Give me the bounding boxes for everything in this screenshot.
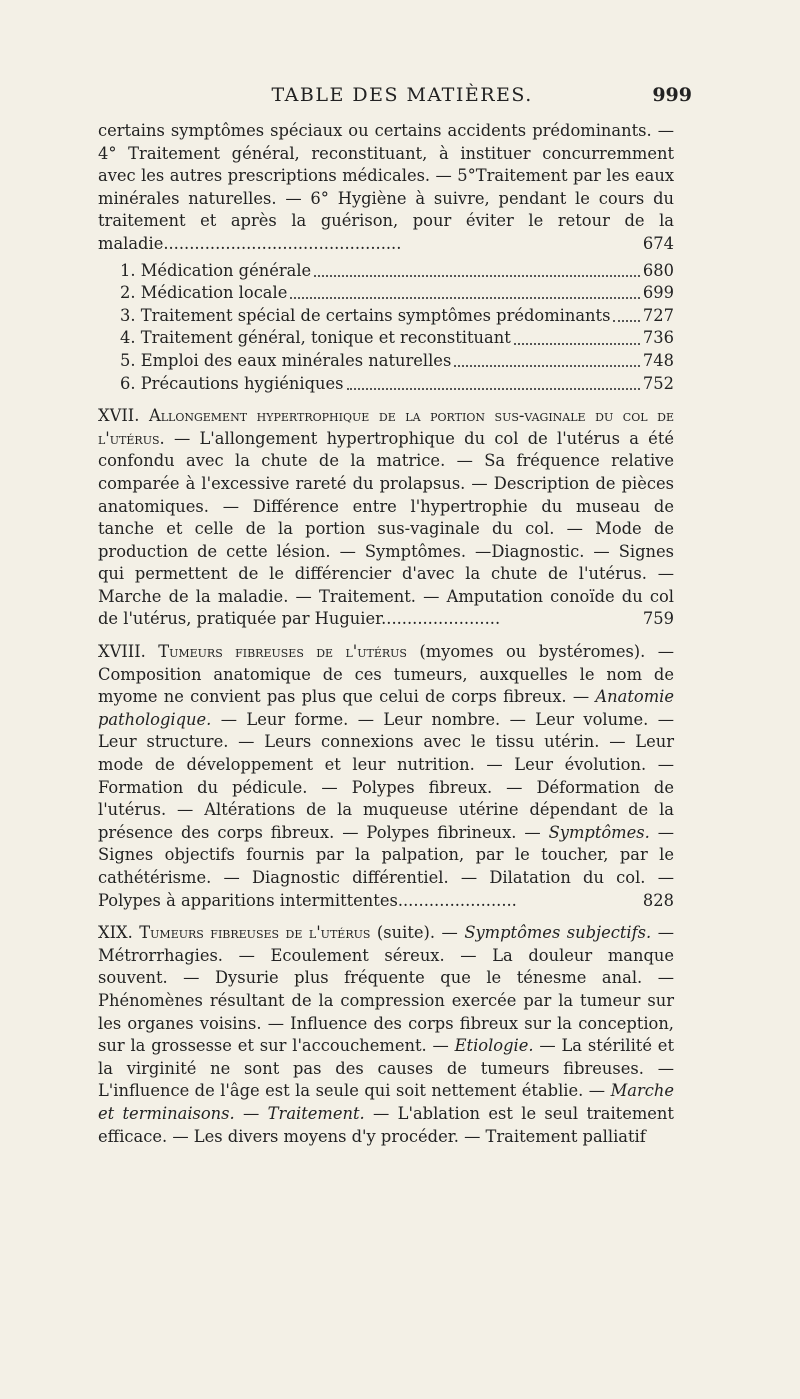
subitem-label: 5. Emploi des eaux minérales naturelles — [120, 350, 452, 370]
chapter-summary: — L'ablation est le seul traitement efficace. — Les divers moyens d'y procéder. — Traitement palliatif — [98, 1103, 674, 1146]
toc-subitem — [120, 305, 674, 328]
leader-dots — [314, 275, 640, 277]
subitem-label: 6. Précautions hygiéniques — [120, 373, 344, 393]
intro-text: certains symptômes spéciaux ou certains accidents prédominants. — 4° Traitement général, reconstituant, à instituer concurremment avec les autres prescriptions médicales. — 5°Traitement par les eaux minérales naturelles. — 6° Hygiène à suivre, pendant le cours du traitement et après la guérison, pour éviter le retour de la maladie — [98, 121, 674, 253]
subitem-label: 1. Médication générale — [120, 260, 312, 280]
toc-subitem — [120, 327, 674, 350]
subitem-page: 736 — [642, 328, 674, 348]
chapter-summary: — Leur forme. — Leur nombre. — Leur volume. — Leur structure. — Leurs connexions avec le tissu utérin. — Leur mode de développement et leur nutrition. — Leur évolution. — Formation du pédicule. — Polypes fibreux. — Déformation de l'utérus. — Altérations de la muqueuse utérine dépendant de la présence des corps fibreux. — Polypes fibrineux. — — [98, 709, 674, 842]
chapter-summary: (suite). — — [376, 923, 458, 943]
leader-dots — [454, 365, 640, 367]
chapter-page: 828 — [642, 890, 674, 910]
leader-dots: ....................... — [381, 609, 501, 629]
chapter-number: XVIII. — [98, 642, 146, 662]
page-number: 999 — [652, 84, 692, 106]
chapter-heading: Allongement hypertrophique de la portion sus-vaginale du col de l'utérus. — [98, 406, 674, 448]
subitem-page: 727 — [642, 305, 674, 325]
intro-paragraph — [98, 120, 674, 256]
toc-subitem — [120, 282, 674, 305]
chapter-number: XVII. — [98, 406, 140, 426]
chapter-heading: Tumeurs fibreuses de l'utérus — [139, 923, 371, 943]
subitem-label: 2. Médication locale — [120, 283, 288, 303]
intro-page: 674 — [642, 233, 674, 253]
chapter-summary: — Signes objectifs fournis par la palpation, par le toucher, par le cathétérisme. — Diagnostic différentiel. — Dilatation du col. — Polypes à apparitions intermittentes — [98, 822, 674, 910]
chapter-section-title: Traitement. — [267, 1103, 365, 1123]
toc-subitem — [120, 350, 674, 373]
toc-body — [98, 120, 674, 1148]
chapter-entry — [98, 922, 674, 1148]
subitem-label: 3. Traitement spécial de certains symptômes prédominants — [120, 305, 611, 325]
subitem-page: 680 — [642, 260, 674, 280]
chapter-section-title: Anatomie pathologique. — [98, 687, 674, 729]
toc-subitem — [120, 260, 674, 283]
leader-dots — [514, 343, 640, 345]
leader-dots — [347, 388, 640, 390]
chapter-summary: — L'allongement hypertrophique du col de l'utérus a été confondu avec la chute de la matrice. — Sa fréquence relative comparée à l'excessive rareté du prolapsus. — Description de pièces anatomiques. — Différence entre l'hypertrophie du museau de tanche et celle de la portion sus-vaginale du col. — Mode de production de cette lésion. — Symptômes. —Diagnostic. — Signes qui permettent de le différencier d'avec la chute de l'utérus. — Marche de la maladie. — Traitement. — Amputation conoïde du col de l'utérus, pratiquée par Huguier — [98, 428, 674, 629]
chapter-page: 759 — [642, 609, 674, 629]
leader-dots: ....................... — [397, 890, 517, 910]
subitem-page: 699 — [642, 283, 674, 303]
chapter-section-title: Symptômes subjectifs. — [464, 923, 652, 943]
leader-dots: .............................................. — [163, 233, 402, 253]
chapter-section-title: Marche et terminaisons. — [98, 1081, 674, 1123]
leader-dots — [290, 297, 640, 299]
chapter-entry — [98, 641, 674, 912]
chapter-section-title: Symptômes. — [548, 822, 650, 842]
subitem-label: 4. Traitement général, tonique et reconstituant — [120, 328, 511, 348]
chapter-summary: — Métrorrhagies. — Ecoulement séreux. — La douleur manque souvent. — Dysurie plus fréquente que le ténesme anal. — Phénomènes résultant de la compression exercée par la tumeur sur les organes voisins. — Influence des corps fibreux sur la conception, sur la grossesse et sur l'accouchement. — — [98, 923, 674, 1056]
subitem-list — [98, 260, 674, 396]
chapter-summary: (myomes ou bystéromes). — Composition anatomique de ces tumeurs, auxquelles le nom de myome ne convient pas plus que celui de corps fibreux. — — [98, 642, 674, 707]
subitem-page: 748 — [642, 350, 674, 370]
chapter-summary: — La stérilité et la virginité ne sont pas des causes de tumeurs fibreuses. — L'influence de l'âge est la seule qui soit nettement établie. — — [98, 1036, 674, 1101]
page-title: TABLE DES MATIÈRES. — [271, 84, 533, 106]
chapter-number: XIX. — [98, 923, 133, 943]
chapter-entry — [98, 405, 674, 631]
leader-dots — [613, 320, 639, 322]
chapter-heading: Tumeurs fibreuses de l'utérus — [158, 642, 407, 662]
chapter-summary: — — [243, 1103, 260, 1123]
subitem-page: 752 — [642, 373, 674, 393]
chapter-section-title: Etiologie. — [454, 1036, 534, 1056]
running-header — [112, 84, 692, 106]
toc-subitem — [120, 373, 674, 396]
